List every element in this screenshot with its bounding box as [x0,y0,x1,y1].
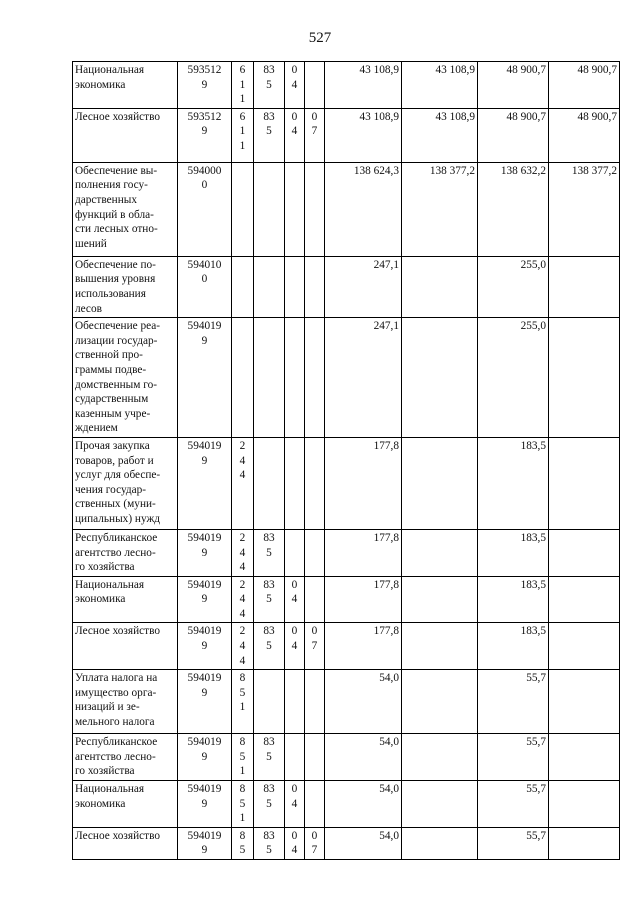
value-2 [402,781,478,828]
program-code: 594019 9 [178,576,232,623]
value-1: 177,8 [325,529,402,576]
program-code: 594019 9 [178,827,232,859]
value-1: 247,1 [325,318,402,438]
expense-type-code: 8 5 1 [232,734,254,781]
value-1: 177,8 [325,623,402,670]
value-3: 255,0 [478,256,549,317]
program-code: 594019 9 [178,318,232,438]
ministry-code: 83 5 [254,108,285,162]
program-code: 594000 0 [178,162,232,256]
value-4 [549,529,620,576]
row-name: Обеспечение по- вышения уровня использования лесов [73,256,178,317]
ministry-code [254,256,285,317]
table-row [73,108,620,162]
expense-type-code: 6 1 1 [232,108,254,162]
subsection-code [305,162,325,256]
value-2 [402,318,478,438]
table-row [73,734,620,781]
value-1: 54,0 [325,734,402,781]
value-3: 183,5 [478,576,549,623]
section-code [285,734,305,781]
value-3: 183,5 [478,529,549,576]
value-2 [402,529,478,576]
value-2: 43 108,9 [402,62,478,109]
value-4: 138 377,2 [549,162,620,256]
value-2 [402,437,478,529]
row-name: Национальная экономика [73,62,178,109]
ministry-code [254,437,285,529]
subsection-code: 0 7 [305,827,325,859]
value-2: 138 377,2 [402,162,478,256]
table-row [73,529,620,576]
value-2 [402,827,478,859]
value-1: 177,8 [325,437,402,529]
value-2 [402,576,478,623]
ministry-code: 83 5 [254,623,285,670]
program-code: 593512 9 [178,108,232,162]
subsection-code: 0 7 [305,108,325,162]
value-2 [402,734,478,781]
expense-type-code [232,256,254,317]
expense-type-code: 2 4 4 [232,623,254,670]
subsection-code [305,670,325,734]
value-4 [549,670,620,734]
row-name: Национальная экономика [73,576,178,623]
table-row [73,256,620,317]
value-3: 55,7 [478,670,549,734]
value-4 [549,781,620,828]
value-1: 54,0 [325,670,402,734]
table-row [73,670,620,734]
value-4: 48 900,7 [549,108,620,162]
program-code: 594019 9 [178,670,232,734]
section-code: 0 4 [285,108,305,162]
subsection-code [305,576,325,623]
expense-type-code: 8 5 1 [232,670,254,734]
value-3: 138 632,2 [478,162,549,256]
program-code: 594019 9 [178,781,232,828]
table-row [73,781,620,828]
value-1: 177,8 [325,576,402,623]
section-code [285,529,305,576]
value-3: 55,7 [478,734,549,781]
table-row [73,623,620,670]
section-code: 0 4 [285,827,305,859]
row-name: Уплата налога на имущество орга- низаций и зе- мельного налога [73,670,178,734]
value-3: 255,0 [478,318,549,438]
section-code [285,318,305,438]
value-1: 247,1 [325,256,402,317]
row-name: Республиканское агентство лесно- го хозяйства [73,734,178,781]
row-name: Лесное хозяйство [73,108,178,162]
value-2 [402,623,478,670]
ministry-code: 83 5 [254,827,285,859]
row-name: Лесное хозяйство [73,827,178,859]
row-name: Республиканское агентство лесно- го хозяйства [73,529,178,576]
budget-table [72,61,620,860]
table-row [73,62,620,109]
ministry-code: 83 5 [254,62,285,109]
subsection-code [305,318,325,438]
section-code: 0 4 [285,576,305,623]
value-3: 48 900,7 [478,108,549,162]
subsection-code [305,256,325,317]
subsection-code [305,529,325,576]
program-code: 594019 9 [178,623,232,670]
ministry-code [254,318,285,438]
value-3: 48 900,7 [478,62,549,109]
expense-type-code: 2 4 4 [232,576,254,623]
value-2: 43 108,9 [402,108,478,162]
subsection-code [305,734,325,781]
program-code: 594019 9 [178,529,232,576]
expense-type-code: 2 4 4 [232,437,254,529]
table-row [73,576,620,623]
expense-type-code: 6 1 1 [232,62,254,109]
program-code: 594019 9 [178,734,232,781]
table-row [73,437,620,529]
value-2 [402,670,478,734]
value-3: 183,5 [478,623,549,670]
value-1: 43 108,9 [325,108,402,162]
value-4 [549,576,620,623]
expense-type-code: 8 5 [232,827,254,859]
program-code: 594019 9 [178,437,232,529]
subsection-code [305,62,325,109]
value-4 [549,827,620,859]
section-code [285,162,305,256]
program-code: 593512 9 [178,62,232,109]
value-1: 54,0 [325,827,402,859]
table-row [73,827,620,859]
value-1: 54,0 [325,781,402,828]
value-3: 183,5 [478,437,549,529]
row-name: Национальная экономика [73,781,178,828]
expense-type-code: 2 4 4 [232,529,254,576]
value-1: 43 108,9 [325,62,402,109]
section-code [285,670,305,734]
table-row [73,162,620,256]
value-3: 55,7 [478,827,549,859]
row-name: Обеспечение реа- лизации государ- ственной про- граммы подве- домственным го- сударственным казенным учре- ждением [73,318,178,438]
ministry-code: 83 5 [254,781,285,828]
value-4 [549,623,620,670]
row-name: Обеспечение вы- полнения госу- дарственных функций в обла- сти лесных отно- шений [73,162,178,256]
subsection-code [305,437,325,529]
subsection-code [305,781,325,828]
expense-type-code [232,162,254,256]
expense-type-code [232,318,254,438]
value-4 [549,256,620,317]
value-4 [549,318,620,438]
section-code [285,437,305,529]
subsection-code: 0 7 [305,623,325,670]
section-code: 0 4 [285,781,305,828]
table-row [73,318,620,438]
ministry-code: 83 5 [254,576,285,623]
row-name: Лесное хозяйство [73,623,178,670]
section-code [285,256,305,317]
row-name: Прочая закупка товаров, работ и услуг для обеспе- чения государ- ственных (муни- ципальных) нужд [73,437,178,529]
ministry-code: 83 5 [254,734,285,781]
expense-type-code: 8 5 1 [232,781,254,828]
ministry-code [254,162,285,256]
value-4 [549,734,620,781]
value-4 [549,437,620,529]
value-3: 55,7 [478,781,549,828]
program-code: 594010 0 [178,256,232,317]
section-code: 0 4 [285,62,305,109]
page-number: 527 [308,30,332,46]
value-1: 138 624,3 [325,162,402,256]
ministry-code [254,670,285,734]
value-4: 48 900,7 [549,62,620,109]
ministry-code: 83 5 [254,529,285,576]
value-2 [402,256,478,317]
section-code: 0 4 [285,623,305,670]
